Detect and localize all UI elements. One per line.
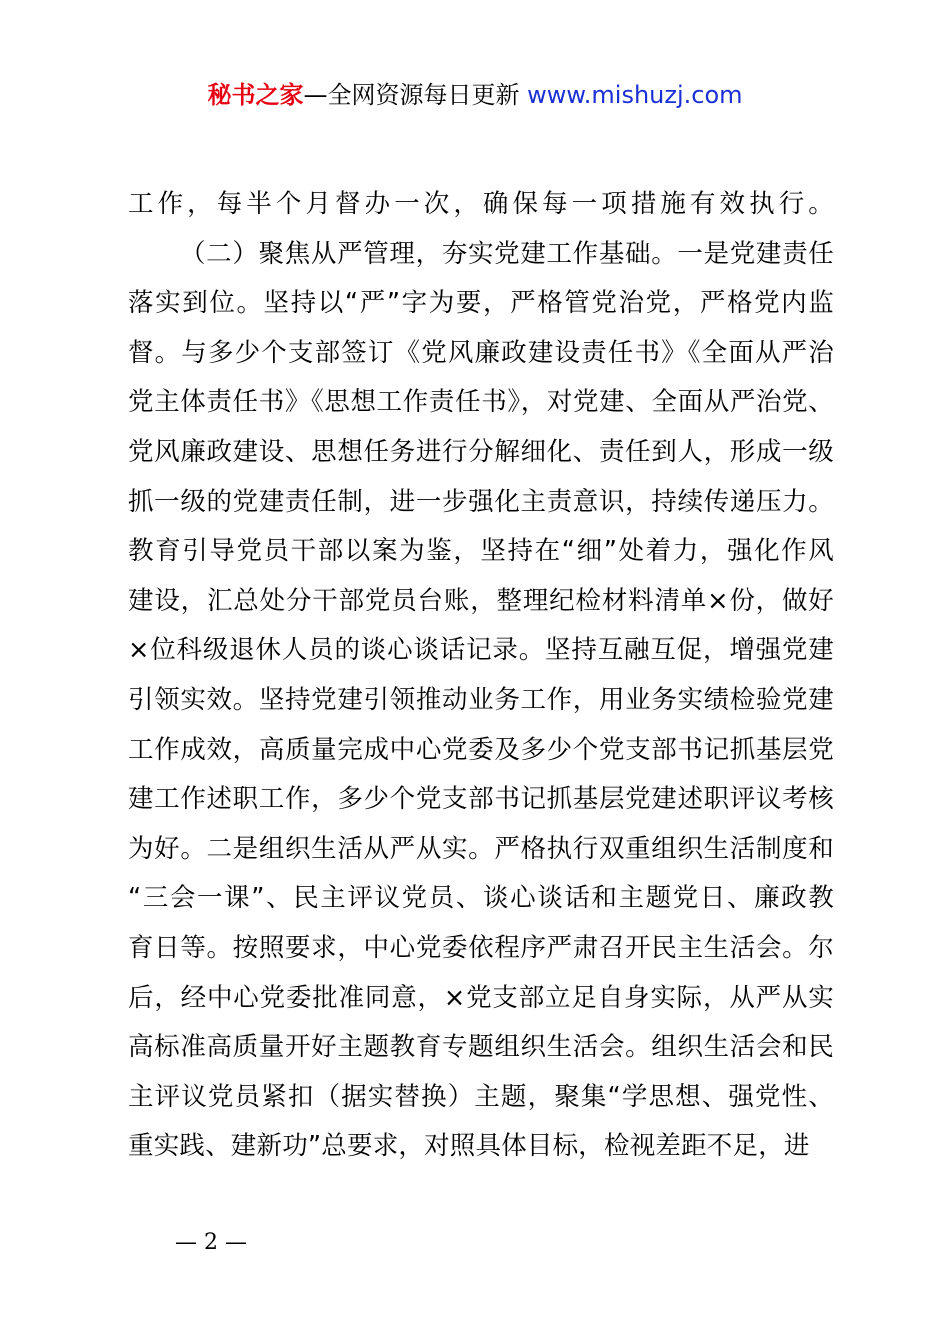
body-line: 抓一级的党建责任制，进一步强化主责意识，持续传递压力。 [128,486,834,517]
document-body [128,180,834,1172]
body-line: 建工作述职工作，多少个党支部书记抓基层党建述职评议考核 [128,784,834,815]
body-line: （二）聚焦从严管理，夯实党建工作基础。一是党建责任 [180,238,834,269]
body-line: 后，经中心党委批准同意，×党支部立足自身实际，从严从实 [128,982,834,1013]
body-line: 工作，每半个月督办一次，确保每一项措施有效执行。 [128,189,834,219]
body-line: “三会一课”、民主评议党员、谈心谈话和主题党日、廉政教 [128,883,834,914]
site-tagline: —全网资源每日更新 [303,81,528,109]
body-line: 重实践、建新功”总要求，对照具体目标，检视差距不足，进 [128,1131,810,1162]
site-banner [0,78,950,112]
body-line: 主评议党员紧扣（据实替换）主题，聚集“学思想、强党性、 [128,1081,834,1112]
body-line: 落实到位。坚持以“严”字为要，严格管党治党，严格党内监 [128,288,834,319]
page-number: — 2 — [175,1230,247,1255]
site-url-link[interactable]: www.mishuzj.com [527,81,743,109]
body-line: 教育引导党员干部以案为鉴，坚持在“细”处着力，强化作风 [128,536,834,567]
body-line: 建设，汇总处分干部党员台账，整理纪检材料清单×份，做好 [128,585,834,616]
body-line: 为好。二是组织生活从严从实。严格执行双重组织生活制度和 [128,833,834,864]
body-line: 党风廉政建设、思想任务进行分解细化、责任到人，形成一级 [128,436,834,467]
body-line: 督。与多少个支部签订《党风廉政建设责任书》《全面从严治 [128,337,834,368]
body-line: 育日等。按照要求，中心党委依程序严肃召开民主生活会。尔 [128,932,834,963]
body-line: 工作成效，高质量完成中心党委及多少个党支部书记抓基层党 [128,734,834,765]
body-line: 高标准高质量开好主题教育专题组织生活会。组织生活会和民 [128,1032,834,1063]
body-line: 党主体责任书》《思想工作责任书》，对党建、全面从严治党、 [128,387,834,418]
site-brand: 秘书之家 [207,81,304,109]
body-line: 引领实效。坚持党建引领推动业务工作，用业务实绩检验党建 [128,684,834,715]
body-line: ×位科级退休人员的谈心谈话记录。坚持互融互促，增强党建 [128,635,834,666]
